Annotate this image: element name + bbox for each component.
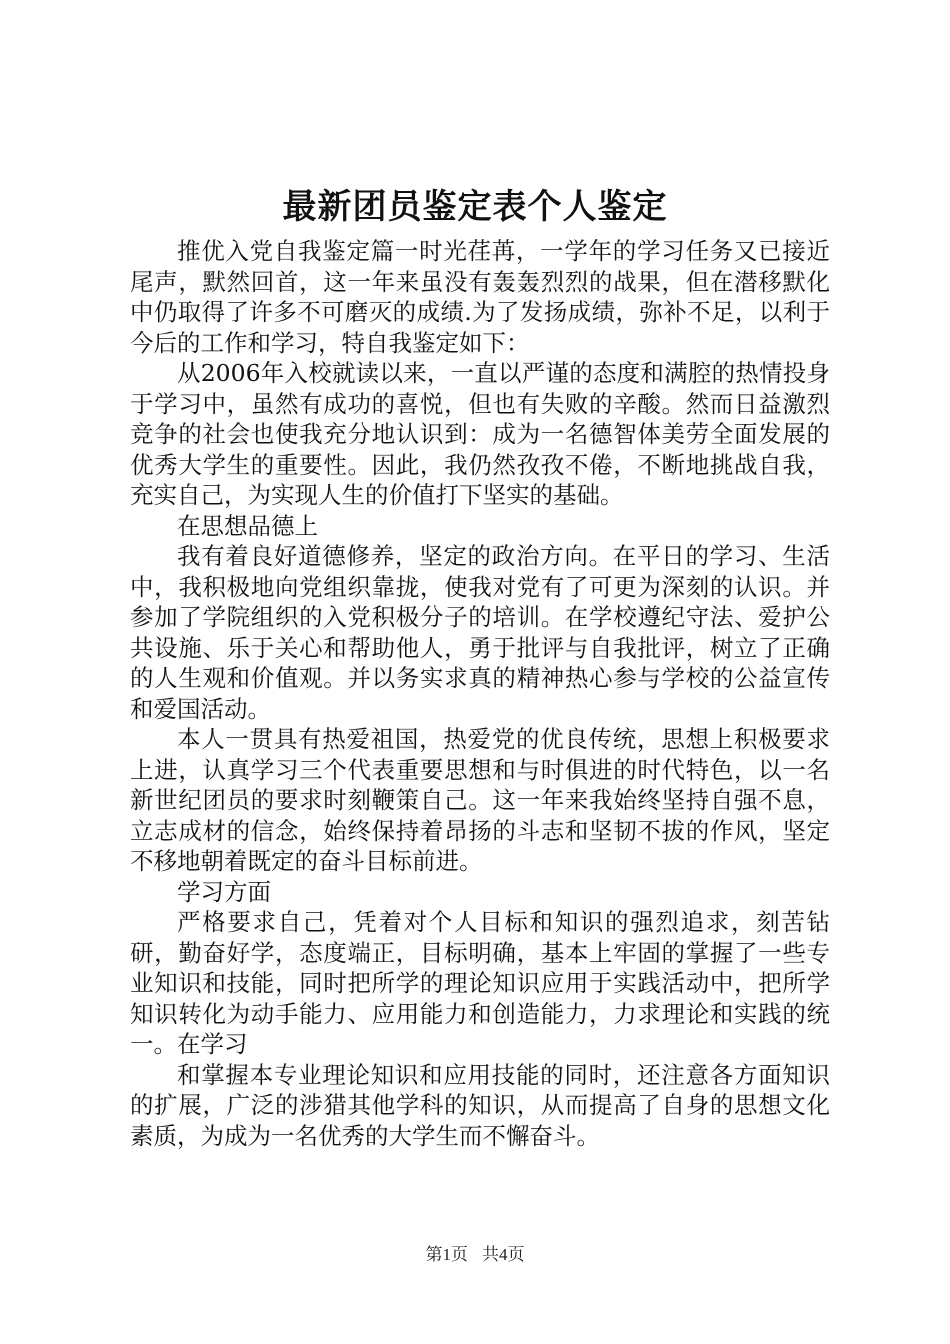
- page-total: 共4页: [482, 1245, 525, 1264]
- paragraph-study-effort: 严格要求自己，凭着对个人目标和知识的强烈追求，刻苦钻研，勤奋好学，态度端正，目标明确，基本上牢固的掌握了一些专业知识和技能，同时把所学的理论知识应用于实践活动中，把所学知识转化为动手能力、应用能力和创造能力，力求理论和实践的统一。在学习: [130, 908, 830, 1058]
- page-footer: [0, 1240, 950, 1265]
- paragraph-knowledge-expansion: 和掌握本专业理论知识和应用技能的同时，还注意各方面知识的扩展，广泛的涉猎其他学科的知识，从而提高了自身的思想文化素质，为成为一名优秀的大学生而不懈奋斗。: [130, 1060, 830, 1150]
- paragraph-moral-cultivation: 我有着良好道德修养，坚定的政治方向。在平日的学习、生活中，我积极地向党组织靠拢，使我对党有了可更为深刻的认识。并参加了学院组织的入党积极分子的培训。在学校遵纪守法、爱护公共设施、乐于关心和帮助他人，勇于批评与自我批评，树立了正确的人生观和价值观。并以务实求真的精神热心参与学校的公益宣传和爱国活动。: [130, 542, 830, 723]
- section-heading-ideology: 在思想品德上: [177, 511, 318, 540]
- paragraph-intro: 推优入党自我鉴定篇一时光荏苒，一学年的学习任务又已接近尾声，默然回首，这一年来虽没有轰轰烈烈的战果，但在潜移默化中仍取得了许多不可磨灭的成绩.为了发扬成绩，弥补不足，以利于今后的工作和学习，特自我鉴定如下：: [130, 237, 830, 357]
- document-body: [130, 236, 830, 1151]
- paragraph-patriotism: 本人一贯具有热爱祖国，热爱党的优良传统，思想上积极要求上进，认真学习三个代表重要思想和与时俱进的时代特色，以一名新世纪团员的要求时刻鞭策自己。这一年来我始终坚持自强不息，立志成材的信念，始终保持着昂扬的斗志和坚韧不拔的作风，坚定不移地朝着既定的奋斗目标前进。: [130, 725, 830, 875]
- section-heading-study: 学习方面: [177, 877, 271, 906]
- document-title: 最新团员鉴定表个人鉴定: [282, 187, 668, 227]
- paragraph-study-history: 从2006年入校就读以来，一直以严谨的态度和满腔的热情投身于学习中，虽然有成功的喜悦，但也有失败的辛酸。然而日益激烈竞争的社会也使我充分地认识到：成为一名德智体美劳全面发展的优秀大学生的重要性。因此，我仍然孜孜不倦，不断地挑战自我，充实自己，为实现人生的价值打下坚实的基础。: [130, 359, 830, 509]
- page-number: 第1页: [425, 1245, 468, 1264]
